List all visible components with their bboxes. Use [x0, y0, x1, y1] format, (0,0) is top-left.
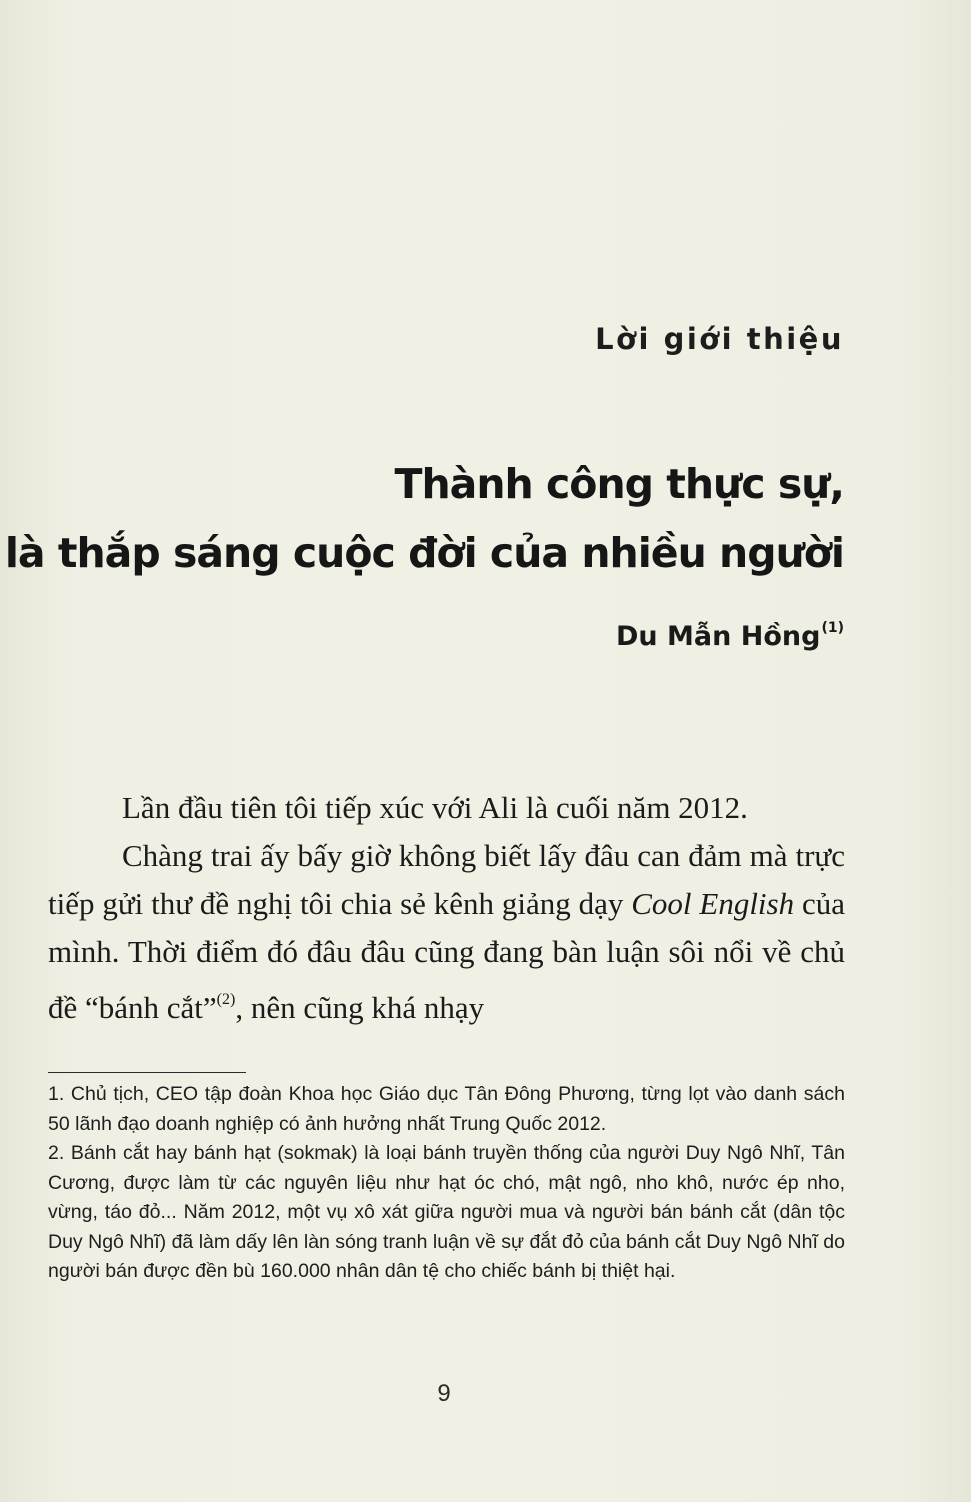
chapter-title-line-1: Thành công thực sự,	[394, 460, 844, 508]
page-number: 9	[437, 1380, 451, 1407]
paragraph-2	[48, 832, 845, 1032]
author-footnote-ref: (1)	[821, 620, 844, 636]
paragraph-2-text-b: của mình. Thời điểm đó đâu đâu cũng đang bàn luận sôi nổi về chủ đề “bánh cắt”	[48, 886, 846, 1025]
section-label: Lời giới thiệu	[595, 322, 844, 356]
author-name: Du Mẫn Hồng	[616, 621, 821, 652]
footnote-2: 2. Bánh cắt hay bánh hạt (sokmak) là loại bánh truyền thống của người Duy Ngô Nhĩ, Tân Cương, được làm từ các nguyên liệu như hạt óc chó, mật ngô, nho khô, nước ép nho, vừng, táo đỏ... Năm 2012, một vụ xô xát giữa người mua và người bán bánh cắt (dân tộc Duy Ngô Nhĩ) đã làm dấy lên làn sóng tranh luận về sự đắt đỏ của bánh cắt Duy Ngô Nhĩ do người bán được đền bù 160.000 nhân dân tệ cho chiếc bánh bị thiệt hại.	[48, 1142, 845, 1282]
chapter-title	[5, 450, 844, 588]
paragraph-1: Lần đầu tiên tôi tiếp xúc với Ali là cuối năm 2012.	[122, 790, 748, 825]
paragraph-2-italic: Cool English	[631, 886, 795, 921]
paragraph-2-footnote-ref: (2)	[216, 991, 236, 1008]
footnote-divider	[48, 1072, 246, 1073]
paragraph-2-text-a: Chàng trai ấy bấy giờ không biết lấy đâu can đảm mà trực tiếp gửi thư đề nghị tôi chia sẻ kênh giảng dạy	[48, 838, 845, 921]
footnotes	[48, 1080, 845, 1287]
author-byline	[616, 620, 844, 652]
paragraph-2-text-c: , nên cũng khá nhạy	[235, 990, 485, 1025]
chapter-title-line-2: là thắp sáng cuộc đời của nhiều người	[4, 529, 844, 577]
body-text	[48, 784, 845, 1032]
footnote-1: 1. Chủ tịch, CEO tập đoàn Khoa học Giáo dục Tân Đông Phương, từng lọt vào danh sách 50 lãnh đạo doanh nghiệp có ảnh hưởng nhất Trung Quốc 2012.	[48, 1083, 845, 1135]
